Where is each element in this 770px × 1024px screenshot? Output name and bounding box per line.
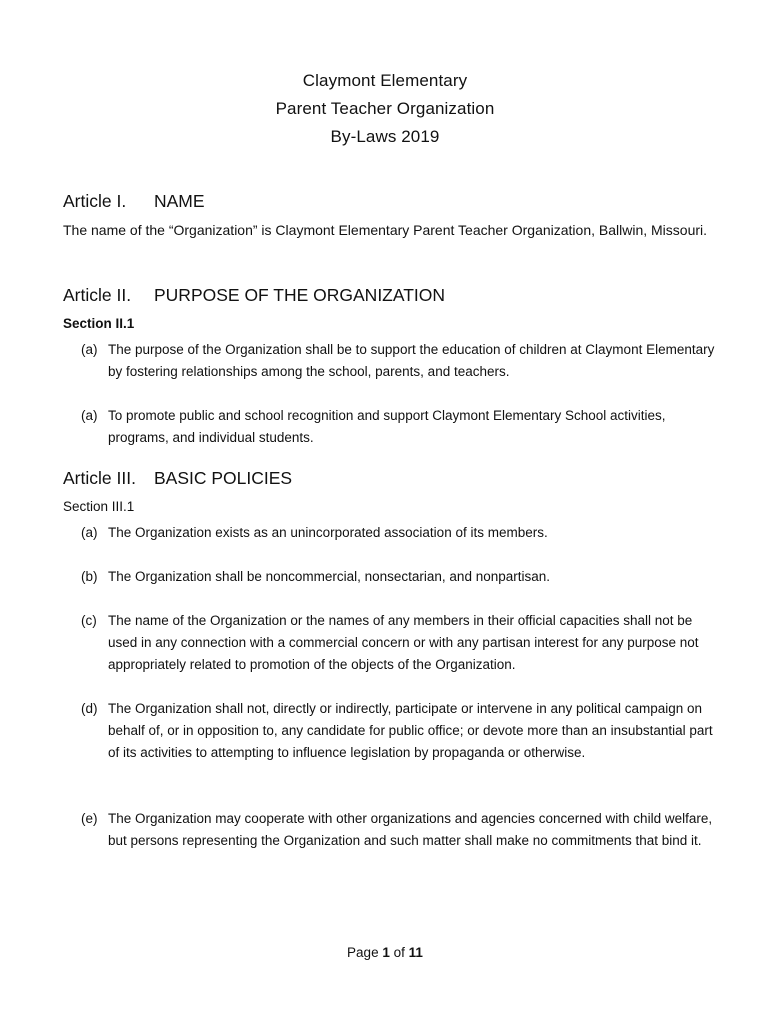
item-marker: (d)	[81, 701, 98, 716]
document-title	[0, 67, 770, 151]
article-3-item	[81, 522, 721, 544]
article-1-name: NAME	[154, 191, 205, 211]
article-3-item	[81, 808, 721, 852]
footer-page-total: 11	[408, 945, 423, 960]
article-2-number: Article II.	[63, 285, 132, 305]
footer-page-current: 1	[382, 945, 390, 960]
item-text: The name of the Organization or the names of any members in their official capacities shall not be used in any connection with a commercial concern or with any partisan interest for any purpose not appropriately related to promotion of the objects of the Organization.	[108, 613, 699, 672]
item-text: The Organization may cooperate with other organizations and agencies concerned with child welfare, but persons representing the Organization and such matter shall make no commitments that bind it.	[108, 811, 713, 848]
article-2-item	[81, 339, 721, 383]
footer-of-word: of	[393, 945, 405, 960]
article-2-item	[81, 405, 721, 449]
article-2-heading	[63, 283, 445, 307]
article-3-item	[81, 566, 721, 588]
item-text: The Organization shall be noncommercial, nonsectarian, and nonpartisan.	[108, 569, 551, 584]
item-marker: (c)	[81, 613, 97, 628]
article-3-item	[81, 698, 721, 764]
article-1-heading	[63, 189, 205, 213]
item-marker: (a)	[81, 525, 98, 540]
section-3-1-label: Section III.1	[63, 499, 135, 514]
page-footer	[0, 943, 770, 963]
title-line-1: Claymont Elementary	[302, 71, 468, 90]
footer-page-word: Page	[347, 945, 379, 960]
item-text: The Organization shall not, directly or indirectly, participate or intervene in any political campaign on behalf of, or in opposition to, any candidate for public office; or devote more than an insubstantial part of its activities to attempting to influence legislation by propaganda or otherwise.	[108, 701, 713, 760]
title-line-3: By-Laws 2019	[330, 127, 440, 146]
article-1-number: Article I.	[63, 191, 127, 211]
item-text: The purpose of the Organization shall be to support the education of children at Claymont Elementary by fostering relationships among the school, parents, and teachers.	[108, 342, 715, 379]
article-3-item	[81, 610, 721, 676]
article-1-body: The name of the “Organization” is Claymont Elementary Parent Teacher Organization, Ballwin, Missouri.	[63, 222, 708, 238]
article-3-number: Article III.	[63, 468, 136, 488]
article-3-heading	[63, 466, 292, 490]
item-marker: (a)	[81, 342, 98, 357]
item-text: The Organization exists as an unincorporated association of its members.	[108, 525, 548, 540]
item-marker: (a)	[81, 408, 98, 423]
article-3-name: BASIC POLICIES	[154, 468, 293, 488]
item-marker: (b)	[81, 569, 98, 584]
item-marker: (e)	[81, 811, 98, 826]
article-2-name: PURPOSE OF THE ORGANIZATION	[154, 285, 446, 305]
section-2-1-label: Section II.1	[63, 316, 135, 331]
title-line-2: Parent Teacher Organization	[275, 99, 495, 118]
item-text: To promote public and school recognition and support Claymont Elementary School activities, programs, and individual students.	[108, 408, 666, 445]
